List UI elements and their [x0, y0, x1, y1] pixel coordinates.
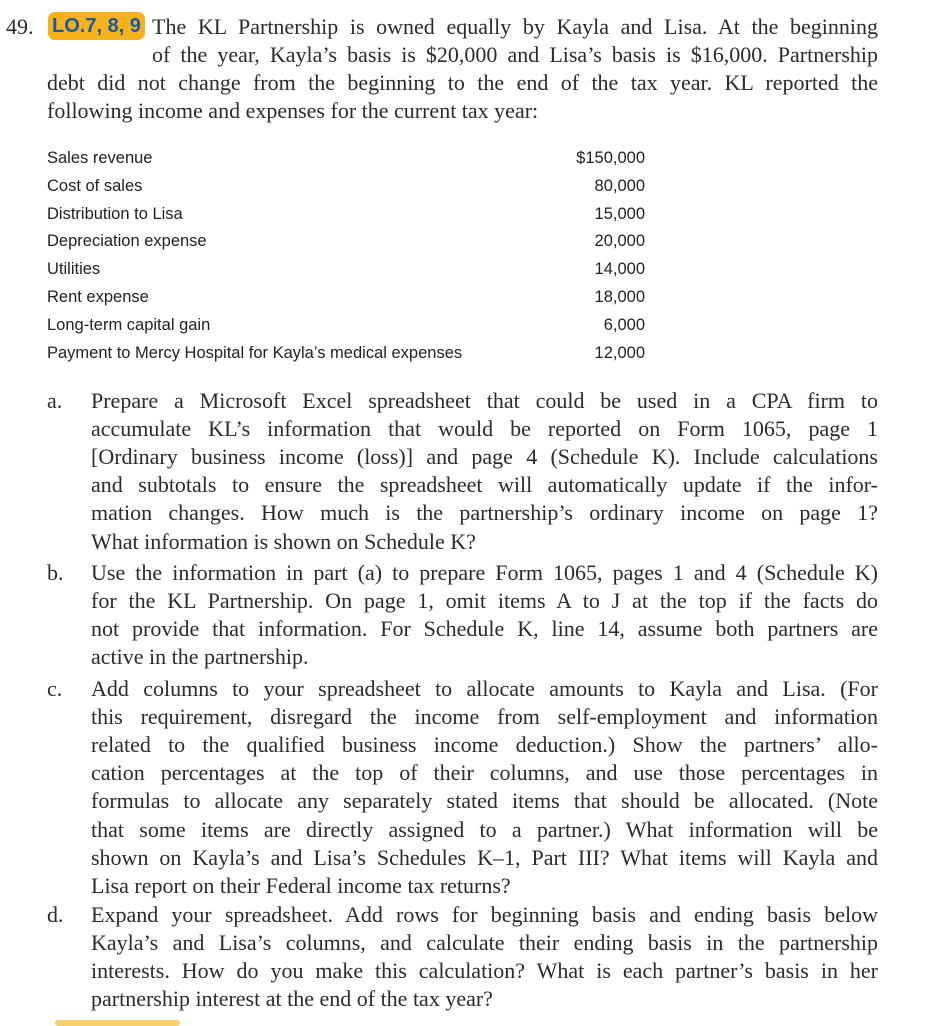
item-amount: $150,000: [576, 149, 645, 167]
part-line: partnership interest at the end of the tax year?: [91, 986, 493, 1012]
intro-line: following income and expenses for the current tax year:: [47, 98, 539, 123]
part-line: mation changes. How much is the partnership’s ordinary income on page 1?: [91, 500, 878, 526]
problem-number: 49.: [6, 14, 34, 39]
item-label: Distribution to Lisa: [47, 204, 183, 223]
item-label: Depreciation expense: [47, 232, 207, 251]
part-line: not provide that information. For Schedule K, line 14, assume both partners are: [91, 616, 878, 642]
table-row: [47, 343, 645, 363]
item-label: Sales revenue: [47, 149, 153, 167]
part-label: d.: [47, 902, 64, 927]
part-line: [Ordinary business income (loss)] and page 4 (Schedule K). Include calculations: [91, 444, 878, 470]
table-row: [47, 259, 645, 279]
part-line: related to the qualified business income deduction.) Show the partners’ allo-: [91, 732, 878, 758]
item-label: Payment to Mercy Hospital for Kayla’s medical expenses: [47, 343, 463, 362]
part-line: that some items are directly assigned to a partner.) What information will be: [91, 816, 878, 842]
item-amount: 12,000: [594, 343, 645, 362]
table-row: [47, 315, 645, 335]
part-line: interests. How do you make this calculation? What is each partner’s basis in her: [91, 958, 878, 984]
table-row: [47, 287, 645, 307]
item-amount: 20,000: [594, 232, 645, 251]
item-amount: 18,000: [594, 288, 645, 306]
item-label: Utilities: [47, 260, 101, 279]
part-line: What information is shown on Schedule K?: [91, 528, 476, 554]
part-line: Kayla’s and Lisa’s columns, and calculate their ending basis in the partnership: [91, 930, 878, 956]
part-line: cation percentages at the top of their columns, and use those percentages in: [91, 760, 878, 786]
part-line: for the KL Partnership. On page 1, omit items A to J at the top if the facts do: [91, 588, 878, 614]
item-label: Cost of sales: [47, 176, 143, 195]
item-amount: 80,000: [594, 176, 645, 195]
highlight-bar: [55, 1020, 180, 1026]
item-amount: 6,000: [603, 315, 645, 334]
intro-line: The KL Partnership is owned equally by Kayla and Lisa. At the beginning: [152, 14, 878, 39]
learning-objectives-badge: LO.7, 8, 9: [48, 12, 145, 40]
item-amount: 14,000: [594, 260, 645, 279]
intro-line: of the year, Kayla’s basis is $20,000 and Lisa’s basis is $16,000. Partnership: [152, 42, 878, 67]
item-label: Rent expense: [47, 288, 149, 306]
table-row: [47, 148, 645, 168]
part-label: a.: [47, 388, 63, 413]
table-row: [47, 176, 645, 196]
part-line: this requirement, disregard the income from self-employment and information: [91, 704, 878, 730]
part-line: Expand your spreadsheet. Add rows for beginning basis and ending basis below: [91, 902, 878, 927]
table-row: [47, 231, 645, 251]
part-line: and subtotals to ensure the spreadsheet will automatically update if the infor-: [91, 472, 878, 498]
part-label: b.: [47, 560, 64, 585]
part-line: Lisa report on their Federal income tax returns?: [91, 872, 511, 898]
part-line: Add columns to your spreadsheet to allocate amounts to Kayla and Lisa. (For: [91, 676, 878, 701]
item-amount: 15,000: [594, 204, 645, 223]
item-label: Long-term capital gain: [47, 315, 211, 334]
part-label: c.: [47, 676, 63, 701]
part-line: active in the partnership.: [91, 644, 309, 670]
part-line: formulas to allocate any separately stated items that should be allocated. (Note: [91, 788, 878, 814]
part-line: accumulate KL’s information that would be reported on Form 1065, page 1: [91, 416, 878, 442]
table-row: [47, 204, 645, 224]
part-line: Prepare a Microsoft Excel spreadsheet that could be used in a CPA firm to: [91, 388, 878, 413]
part-line: Use the information in part (a) to prepare Form 1065, pages 1 and 4 (Schedule K): [91, 560, 878, 585]
part-line: shown on Kayla’s and Lisa’s Schedules K–1, Part III? What items will Kayla and: [91, 844, 878, 870]
intro-line: debt did not change from the beginning to the end of the tax year. KL reported the: [47, 70, 878, 95]
